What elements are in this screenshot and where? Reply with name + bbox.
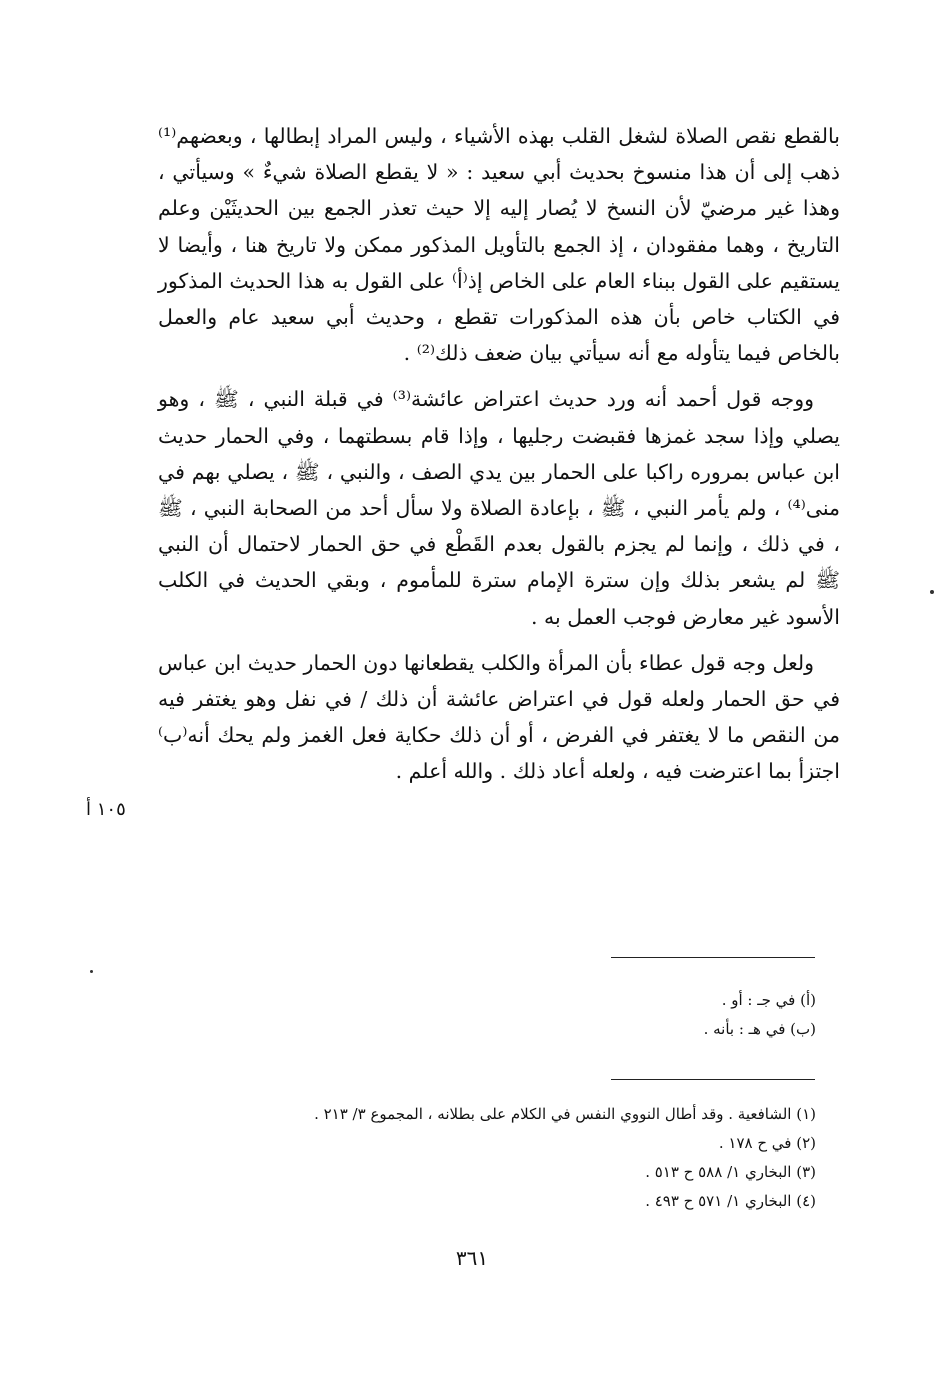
body-paragraph: ولعل وجه قول عطاء بأن المرأة والكلب يقطعانها دون الحمار حديث ابن عباس في حق الحمار ولعله قول في اعتراض عائشة أن ذلك / في نفل وهو يغتفر فيه من النقص ما لا يغتفر في الفرض ، أو أن ذلك حكاية فعل الغمز ولم يحك أنه⁽ب⁾ اجتزأ بما اعترضت فيه ، ولعله أعاد ذلك . والله أعلم . (158, 650, 840, 784)
body-paragraph: ووجه قول أحمد أنه ورد حديث اعتراض عائشة⁽³⁾ في قبلة النبي ، ﷺ ، وهو يصلي وإذا سجد غمزها فقبضت رجليها ، وإذا قام بسطتهما ، وفي الحمار حديث ابن عباس بمروره راكبا على الحمار بين يدي الصف ، والنبي ، ﷺ ، يصلي بهم في منى⁽⁴⁾ ، ولم يأمر النبي ، ﷺ ، بإعادة الصلاة ولا سأل أحد من الصحابة النبي ، ﷺ ، في ذلك ، وإنما لم يجزم بالقول بعدم القَطْع في حق الحمار لاحتمال أن النبي ﷺ لم يشعر بذلك وإن سترة الإمام سترة للمأموم ، وبقي الحديث في الكلب الأسود غير معارض فوجب العمل به . (158, 387, 840, 629)
main-text (158, 118, 840, 790)
page-number: ٣٦١ (455, 1246, 489, 1270)
variant-note: (ب) في هـ : بأنه . (703, 1020, 816, 1038)
footnote-divider (611, 957, 815, 958)
folio-margin-note: ١٠٥ أ (86, 799, 126, 820)
variant-notes (256, 986, 816, 1044)
variant-note: (أ) في جـ : أو . (721, 991, 816, 1009)
footnote: (٤) البخاري ١/ ٥٧١ ح ٤٩٣ . (645, 1192, 816, 1210)
footnotes (256, 1100, 816, 1216)
scan-speck (90, 970, 93, 973)
scan-speck (930, 590, 934, 594)
body-paragraph: بالقطع نقص الصلاة لشغل القلب بهذه الأشياء ، وليس المراد إبطالها ، وبعضهم⁽¹⁾ ذهب إلى أن هذا منسوخ بحديث أبي سعيد : « لا يقطع الصلاة شيءٌ » وسيأتي ، وهذا غير مرضيّ لأن النسخ لا يُصار إليه إلا حيث تعذر الجمع بين الحديثَيْن وعلم التاريخ ، وهما مفقودان ، إذ الجمع بالتأويل المذكور ممكن ولا تاريخ هنا ، وأيضا لا يستقيم على القول ببناء العام على الخاص إذ⁽أ⁾ على القول به هذا الحديث المذكور في الكتاب خاص بأن هذه المذكورات تقطع ، وحديث أبي سعيد عام والعمل بالخاص فيما يتأوله مع أنه سيأتي بيان ضعف ذلك⁽²⁾ . (158, 124, 840, 366)
footnote: (٣) البخاري ١/ ٥٨٨ ح ٥١٣ . (645, 1163, 816, 1181)
footnote-divider (611, 1079, 815, 1080)
footnote: (٢) في ح ١٧٨ . (718, 1134, 816, 1152)
footnote: (١) الشافعية . وقد أطال النووي النفس في الكلام على بطلانه ، المجموع ٣/ ٢١٣ . (314, 1105, 816, 1123)
